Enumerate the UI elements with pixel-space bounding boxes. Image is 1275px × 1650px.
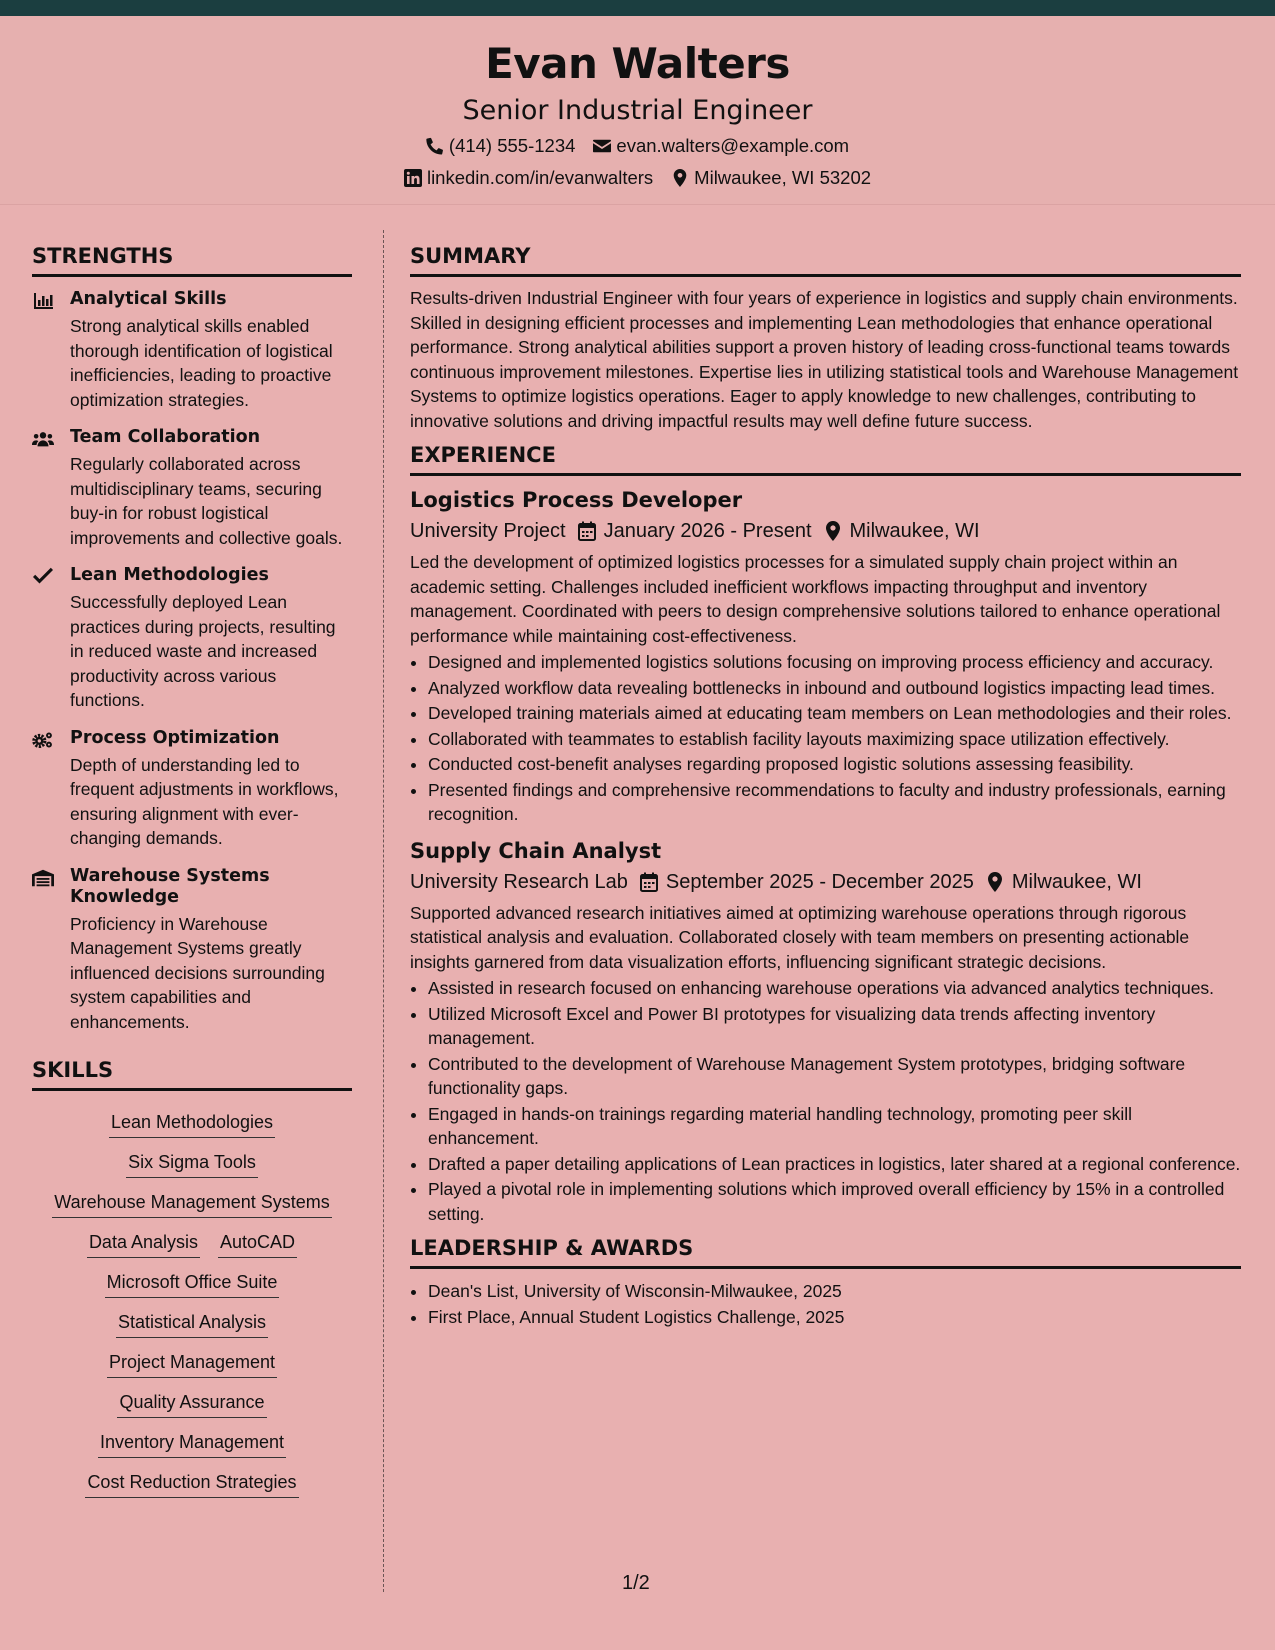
email-text: evan.walters@example.com [616, 135, 850, 156]
contact-location [671, 169, 871, 188]
warehouse-icon [32, 868, 54, 888]
resume-header [0, 16, 1275, 205]
contact-row-1 [0, 137, 1275, 156]
strength-title: Process Optimization [70, 727, 280, 748]
map-pin-icon [986, 872, 1004, 892]
strengths-heading: STRENGTHS [32, 246, 352, 277]
left-column [32, 246, 352, 1498]
awards-list [410, 1279, 1241, 1329]
summary-heading: SUMMARY [410, 246, 1241, 277]
contact-linkedin[interactable] [404, 169, 653, 188]
strength-desc: Depth of understanding led to frequent adjustments in workflows, ensuring alignment with ever-changing demands. [70, 754, 339, 848]
bar-chart-icon [32, 291, 54, 311]
strength-item [32, 728, 352, 851]
job-description: Supported advanced research initiatives aimed at optimizing warehouse operations through rigorous statistical analysis and evaluation. Collaborated closely with team members on presenting actionable insights garnered from data visualization efforts, influencing significant strategic decisions. [410, 902, 1190, 972]
strength-item [32, 289, 352, 412]
job-bullet: • Assisted in research focused on enhancing warehouse operations via advanced analytics techniques. [428, 976, 1241, 1001]
calendar-icon [578, 521, 596, 541]
strength-item [32, 565, 352, 713]
skill-tag: Statistical Analysis [116, 1311, 268, 1338]
summary-text: Results-driven Industrial Engineer with four years of experience in logistics and supply chain environments. Skilled in designing efficient processes and implementing Lean methodologies that enhance operational performance. Strong analytical abilities support a proven history of leading cross-functional teams towards continuous improvement milestones. Expertise lies in utilizing statistical tools and Warehouse Management Systems to optimize logistics operations. Eager to apply knowledge to new challenges, contributing to innovative solutions and driving impactful results may well define future success. [410, 288, 1239, 431]
award-item: • First Place, Annual Student Logistics Challenge, 2025 [428, 1305, 1241, 1330]
linkedin-icon [404, 169, 422, 187]
skills-heading: SKILLS [32, 1060, 352, 1091]
check-icon [32, 567, 54, 587]
job-title: Supply Chain Analyst [410, 838, 662, 863]
column-divider [383, 230, 384, 1592]
skill-tag: Cost Reduction Strategies [85, 1471, 298, 1498]
job-bullet: • Conducted cost-benefit analyses regarding proposed logistic solutions assessing feasibility. [428, 752, 1241, 777]
skill-tag: Warehouse Management Systems [52, 1191, 331, 1218]
job-meta [410, 518, 1241, 544]
contact-email[interactable] [593, 137, 849, 156]
gears-icon [32, 730, 54, 750]
envelope-icon [593, 137, 611, 155]
right-column [410, 246, 1241, 1330]
strength-title: Analytical Skills [70, 289, 227, 309]
job-entry [410, 839, 1241, 1227]
job-org: University Project [410, 520, 566, 543]
page-number: 1/2 [622, 1572, 650, 1594]
users-icon [32, 429, 54, 449]
phone-text: (414) 555-1234 [448, 135, 576, 156]
job-title: Logistics Process Developer [410, 488, 743, 512]
strength-desc: Regularly collaborated across multidisciplinary teams, securing buy-in for robust logistical improvements and collective goals. [70, 454, 343, 548]
skill-tag: Quality Assurance [117, 1391, 266, 1418]
job-meta [410, 869, 1241, 895]
experience-heading: EXPERIENCE [410, 445, 1241, 476]
contact-phone [426, 137, 576, 156]
job-bullet: • Collaborated with teammates to establish facility layouts maximizing space utilization effectively. [428, 727, 1241, 752]
job-bullet: • Played a pivotal role in implementing solutions which improved overall efficiency by 15% in a controlled setting. [428, 1177, 1241, 1226]
strength-title: Warehouse Systems Knowledge [70, 865, 270, 907]
map-pin-icon [671, 169, 689, 187]
calendar-icon [640, 872, 658, 892]
job-bullet: • Utilized Microsoft Excel and Power BI prototypes for visualizing data trends affecting inventory management. [428, 1002, 1241, 1051]
contact-row-2 [0, 169, 1275, 188]
strength-title: Lean Methodologies [70, 565, 269, 585]
job-org: University Research Lab [410, 870, 628, 893]
strength-item [32, 866, 352, 1035]
job-bullet: • Drafted a paper detailing applications of Lean practices in logistics, later shared at a regional conference. [428, 1152, 1241, 1177]
awards-heading: LEADERSHIP & AWARDS [410, 1238, 1241, 1269]
skill-tag: Data Analysis [87, 1231, 200, 1258]
strength-desc: Successfully deployed Lean practices during projects, resulting in reduced waste and increased productivity across various functions. [70, 592, 336, 710]
job-bullet: • Engaged in hands-on trainings regarding material handling technology, promoting peer skill enhancement. [428, 1102, 1241, 1151]
job-entry [410, 488, 1241, 827]
top-accent-bar [0, 0, 1275, 16]
map-pin-icon [824, 521, 842, 541]
job-bullets [410, 976, 1241, 1226]
job-location: Milwaukee, WI [849, 520, 980, 543]
strength-desc: Strong analytical skills enabled thorough identification of logistical inefficiencies, leading to proactive optimization strategies. [70, 316, 333, 410]
job-bullet: • Contributed to the development of Warehouse Management System prototypes, bridging software functionality gaps. [428, 1052, 1241, 1101]
job-location: Milwaukee, WI [1011, 870, 1142, 893]
job-bullets [410, 650, 1241, 827]
job-bullet: • Developed training materials aimed at educating team members on Lean methodologies and their roles. [428, 701, 1241, 726]
job-dates: January 2026 - Present [603, 520, 812, 543]
strength-desc: Proficiency in Warehouse Management Systems greatly influenced decisions surrounding system capabilities and enhancements. [70, 913, 325, 1032]
job-description: Led the development of optimized logistics processes for a simulated supply chain project within an academic setting. Challenges included inefficient workflows impacting throughput and inventory management. Coordinated with peers to design comprehensive solutions tailored to enhance operational performance while maintaining cost-effectiveness. [410, 552, 1221, 646]
job-dates: September 2025 - December 2025 [665, 870, 974, 893]
job-bullet: • Presented findings and comprehensive recommendations to faculty and industry professionals, earning recognition. [428, 778, 1241, 827]
skill-tag: Lean Methodologies [109, 1111, 275, 1138]
candidate-title: Senior Industrial Engineer [462, 95, 813, 126]
award-item: • Dean's List, University of Wisconsin-Milwaukee, 2025 [428, 1279, 1241, 1304]
skill-tag: Six Sigma Tools [126, 1151, 258, 1178]
location-text: Milwaukee, WI 53202 [694, 167, 872, 188]
skill-tag: Inventory Management [98, 1431, 286, 1458]
skill-tag: Microsoft Office Suite [105, 1271, 280, 1298]
skills-list [32, 1105, 352, 1498]
candidate-name: Evan Walters [485, 39, 790, 88]
skill-tag: Project Management [107, 1351, 277, 1378]
phone-icon [426, 137, 444, 155]
job-bullet: • Analyzed workflow data revealing bottlenecks in inbound and outbound logistics impacting lead times. [428, 676, 1241, 701]
strength-title: Team Collaboration [70, 427, 261, 447]
linkedin-text: linkedin.com/in/evanwalters [426, 167, 654, 188]
strength-item [32, 427, 352, 550]
job-bullet: • Designed and implemented logistics solutions focusing on improving process efficiency and accuracy. [428, 650, 1241, 675]
skill-tag: AutoCAD [218, 1231, 297, 1258]
